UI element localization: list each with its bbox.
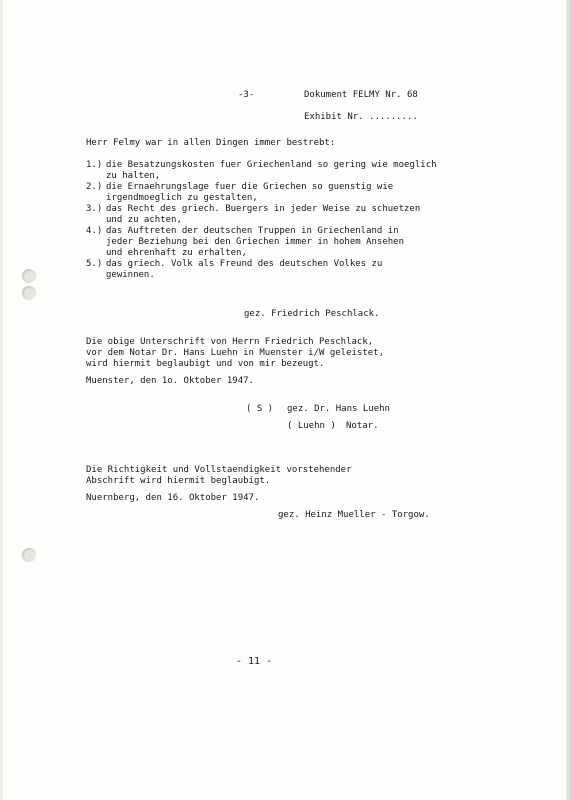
list-item-number: 4.) [86,226,103,236]
punch-hole-lower [22,548,36,562]
page-right-edge [566,0,572,800]
notary-seal: ( S ) [246,404,274,414]
page-left-edge [0,0,3,800]
list-item-line: und zu achten, [106,215,182,225]
list-item-line: jeder Beziehung bei den Griechen immer in hohem Ansehen [106,237,405,247]
list-item-number: 2.) [86,182,103,192]
list-item-line: das griech. Volk als Freund des deutschen Volkes zu [106,259,383,269]
list-item-line: irgendmoeglich zu gestalten, [106,193,258,203]
list-item-line: und ehrenhaft zu erhalten, [106,248,247,258]
date-muenster: Muenster, den 1o. Oktober 1947. [86,376,254,386]
punch-hole-upper [22,286,36,300]
exhibit-label: Exhibit Nr. ......... [304,112,418,122]
date-nuernberg: Nuernberg, den 16. Oktober 1947. [86,493,260,503]
certification-line: Die obige Unterschrift von Herrn Friedrich Peschlack, [86,337,374,347]
punch-hole-top [22,269,36,283]
page-number: - 11 - [236,656,273,667]
list-item-line: das Recht des griech. Buergers in jeder Weise zu schuetzen [106,204,421,214]
document-label: Dokument FELMY Nr. 68 [304,90,418,100]
correctness-line: Abschrift wird hiermit beglaubigt. [86,476,271,486]
list-item-line: das Auftreten der deutschen Truppen in Griechenland in [106,226,399,236]
list-item-line: zu halten, [106,171,161,181]
notary-name: ( Luehn ) [287,421,336,431]
list-item-number: 5.) [86,259,103,269]
signature-peschlack: gez. Friedrich Peschlack. [244,309,380,319]
list-item-number: 3.) [86,204,103,214]
correctness-line: Die Richtigkeit und Vollstaendigkeit vorstehender [86,465,352,475]
certification-line: wird hiermit beglaubigt und von mir bezeugt. [86,359,325,369]
intro-text: Herr Felmy war in allen Dingen immer bestrebt: [86,138,336,148]
certification-line: vor dem Notar Dr. Hans Luehn in Muenster i/W geleistet, [86,348,385,358]
list-item-number: 1.) [86,160,103,170]
notary-title: Notar. [346,421,379,431]
list-item-line: die Besatzungskosten fuer Griechenland so gering wie moeglich [106,160,437,170]
list-item-line: die Ernaehrungslage fuer die Griechen so guenstig wie [106,182,394,192]
signature-mueller-torgow: gez. Heinz Mueller - Torgow. [278,510,430,520]
notary-signed: gez. Dr. Hans Luehn [287,404,390,414]
list-item-line: gewinnen. [106,270,155,280]
page-marker: -3- [238,90,255,100]
